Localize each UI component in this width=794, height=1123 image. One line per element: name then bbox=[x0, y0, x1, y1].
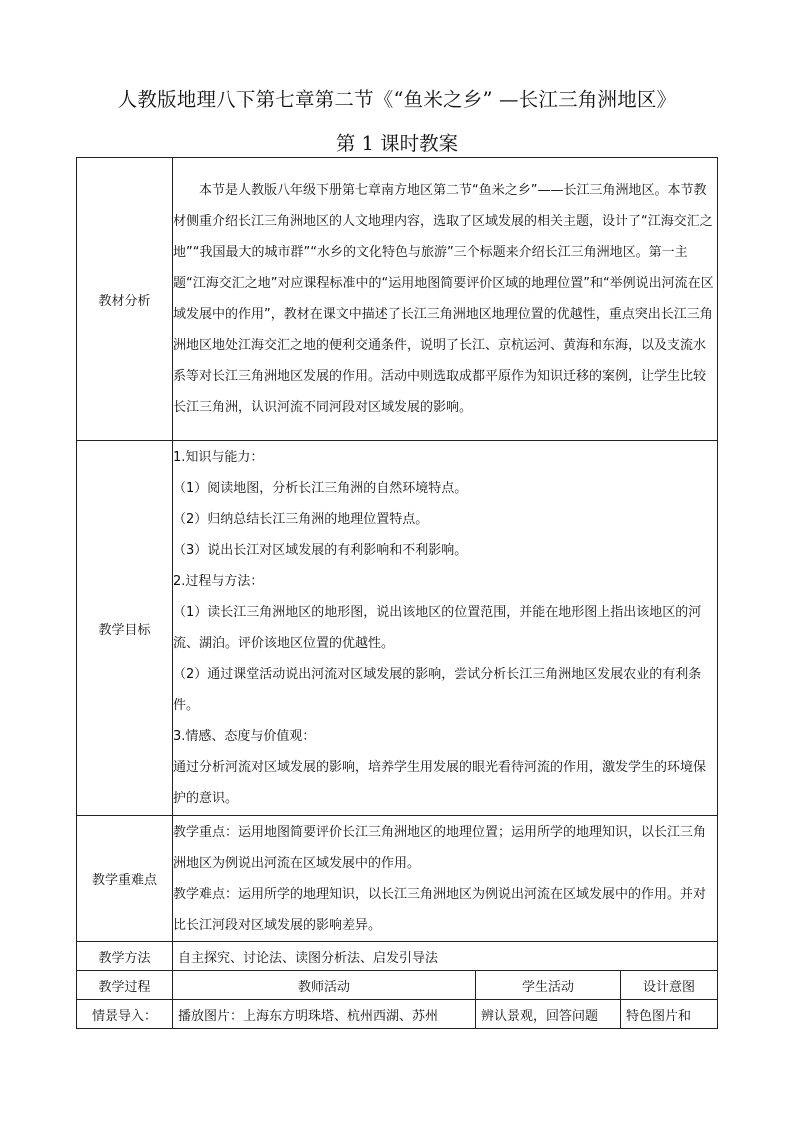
intro-student-activity: 辨认景观，回答问题 bbox=[476, 1000, 621, 1029]
label-textbook-analysis: 教材分析 bbox=[77, 158, 173, 441]
document-title: 人教版地理八下第七章第二节《“鱼米之乡” —长江三角洲地区》 bbox=[117, 88, 677, 111]
label-key-difficult-points: 教学重难点 bbox=[77, 816, 173, 942]
difficult-point-text: 教学难点：运用所学的地理知识，以长江三角洲地区为例说出河流在区域发展中的作用。并对比长江河段对区域发展的影响差异。 bbox=[173, 886, 707, 933]
goal-line: （1）读长江三角洲地区的地形图，说出该地区的位置范围，并能在地形图上指出该地区的河流、湖泊。评价该地区位置的优越性。 bbox=[173, 605, 702, 651]
intro-design-intent: 特色图片和 bbox=[621, 1000, 718, 1029]
row-teaching-methods bbox=[77, 942, 718, 971]
teaching-methods-text: 自主探究、讨论法、读图分析法、启发引导法 bbox=[173, 942, 718, 971]
goal-line: （2）归纳总结长江三角洲的地理位置特点。 bbox=[173, 512, 429, 527]
row-process-header bbox=[77, 971, 718, 1000]
goal-line: 1.知识与能力： bbox=[173, 450, 264, 465]
label-teaching-process: 教学过程 bbox=[77, 971, 173, 1000]
goal-line: （3）说出长江对区域发展的有利影响和不利影响。 bbox=[173, 543, 468, 558]
lesson-plan-table bbox=[76, 157, 718, 1029]
goal-line: 通过分析河流对区域发展的影响，培养学生用发展的眼光看待河流的作用，激发学生的环境保护的意识。 bbox=[173, 760, 707, 806]
goal-line: （1）阅读地图，分析长江三角洲的自然环境特点。 bbox=[173, 481, 468, 496]
textbook-analysis-text: 本节是人教版八年级下册第七章南方地区第二节“鱼米之乡”——长江三角洲地区。本节教材侧重介绍长江三角洲地区的人文地理内容，选取了区域发展的相关主题，设计了“江海交汇之地”“我国最大的城市群”“水乡的文化特色与旅游”三个标题来介绍长江三角洲地区。第一主题“江海交汇之地”对应课程标准中的“运用地图简要评价区域的地理位置”和“举例说出河流在区域发展中的作用”，教材在课文中描述了长江三角洲地区地理位置的优越性，重点突出长江三角洲地区地处江海交汇之地的便利交通条件，说明了长江、京杭运河、黄海和东海，以及支流水系等对长江三角洲地区发展的作用。活动中则选取成都平原作为知识迁移的案例，让学生比较长江三角洲，认识河流不同河段对区域发展的影响。 bbox=[173, 183, 714, 415]
label-intro: 情景导入： bbox=[77, 1000, 173, 1029]
header-student-activity: 学生活动 bbox=[476, 971, 621, 1000]
cell-teaching-goals bbox=[173, 441, 718, 816]
goal-line: （2）通过课堂活动说出河流对区域发展的影响，尝试分析长江三角洲地区发展农业的有利条件。 bbox=[173, 667, 702, 713]
row-key-difficult-points bbox=[77, 816, 718, 942]
row-textbook-analysis bbox=[77, 158, 718, 441]
label-teaching-methods: 教学方法 bbox=[77, 942, 173, 971]
row-intro bbox=[77, 1000, 718, 1029]
key-point-text: 教学重点：运用地图简要评价长江三角洲地区的地理位置；运用所学的地理知识，以长江三角洲地区为例说出河流在区域发展中的作用。 bbox=[173, 824, 707, 871]
cell-textbook-analysis bbox=[173, 158, 718, 441]
intro-teacher-activity: 播放图片：上海东方明珠塔、杭州西湖、苏州 bbox=[173, 1000, 476, 1029]
row-teaching-goals bbox=[77, 441, 718, 816]
header-teacher-activity: 教师活动 bbox=[173, 971, 476, 1000]
goal-line: 2.过程与方法： bbox=[173, 574, 264, 589]
cell-key-difficult-points bbox=[173, 816, 718, 942]
header-design-intent: 设计意图 bbox=[621, 971, 718, 1000]
document-subtitle: 第 1 课时教案 bbox=[335, 132, 459, 155]
label-teaching-goals: 教学目标 bbox=[77, 441, 173, 816]
goal-line: 3.情感、态度与价值观： bbox=[173, 729, 316, 744]
